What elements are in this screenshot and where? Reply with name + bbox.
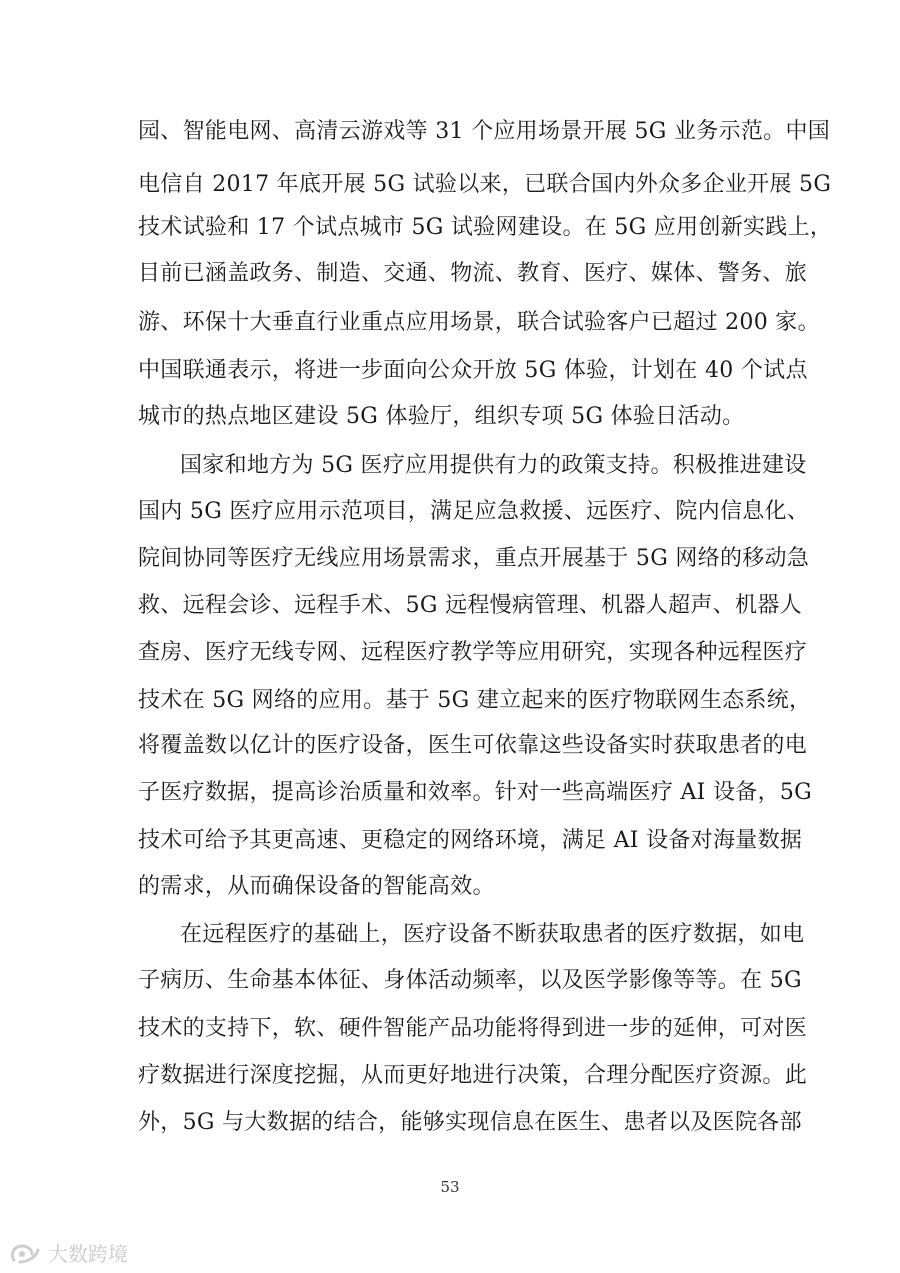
text-line: 国内 5G 医疗应用示范项目，满足应急救援、远医疗、院内信息化、 xyxy=(138,499,810,524)
text-line: 国家和地方为 5G 医疗应用提供有力的政策支持。积极推进建设 xyxy=(180,453,807,478)
text-line: 游、环保十大垂直行业重点应用场景，联合试验客户已超过 200 家。 xyxy=(138,310,820,335)
text-line: 技术可给予其更高速、更稳定的网络环境，满足 AI 设备对海量数据 xyxy=(138,828,803,853)
watermark xyxy=(8,1238,128,1267)
text-line: 城市的热点地区建设 5G 体验厅，组织专项 5G 体验日活动。 xyxy=(138,404,745,429)
text-line: 子医疗数据，提高诊治质量和效率。针对一些高端医疗 AI 设备，5G xyxy=(138,780,813,805)
page-number: 53 xyxy=(440,1178,460,1196)
text-line: 疗数据进行深度挖掘，从而更好地进行决策，合理分配医疗资源。此 xyxy=(138,1063,808,1088)
text-line: 园、智能电网、高清云游戏等 31 个应用场景开展 5G 业务示范。中国 xyxy=(138,119,831,144)
text-line: 技术的支持下，软、硬件智能产品功能将得到进一步的延伸，可对医 xyxy=(138,1016,808,1041)
text-line: 在远程医疗的基础上，医疗设备不断获取患者的医疗数据，如电 xyxy=(180,922,805,947)
text-line: 的需求，从而确保设备的智能高效。 xyxy=(138,874,495,899)
text-line: 目前已涵盖政务、制造、交通、物流、教育、医疗、媒体、警务、旅 xyxy=(138,261,808,286)
text-line: 技术试验和 17 个试点城市 5G 试验网建设。在 5G 应用创新实践上， xyxy=(138,215,833,240)
text-line: 中国联通表示，将进一步面向公众开放 5G 体验，计划在 40 个试点 xyxy=(138,358,808,383)
text-line: 外，5G 与大数据的结合，能够实现信息在医生、患者以及医院各部 xyxy=(138,1110,802,1135)
text-line: 救、远程会诊、远程手术、5G 远程慢病管理、机器人超声、机器人 xyxy=(138,593,802,618)
text-line: 技术在 5G 网络的应用。基于 5G 建立起来的医疗物联网生态系统， xyxy=(138,688,812,713)
text-line: 电信自 2017 年底开展 5G 试验以来，已联合国内外众多企业开展 5G xyxy=(138,172,832,197)
text-line: 子病历、生命基本体征、身体活动频率，以及医学影像等等。在 5G xyxy=(138,968,802,993)
text-line: 查房、医疗无线专网、远程医疗教学等应用研究，实现各种远程医疗 xyxy=(138,640,808,665)
watermark-logo-icon xyxy=(8,1240,42,1266)
text-line: 将覆盖数以亿计的医疗设备，医生可依靠这些设备实时获取患者的电 xyxy=(138,733,808,758)
text-line: 院间协同等医疗无线应用场景需求，重点开展基于 5G 网络的移动急 xyxy=(138,546,810,571)
watermark-text: 大数跨境 xyxy=(48,1242,128,1266)
